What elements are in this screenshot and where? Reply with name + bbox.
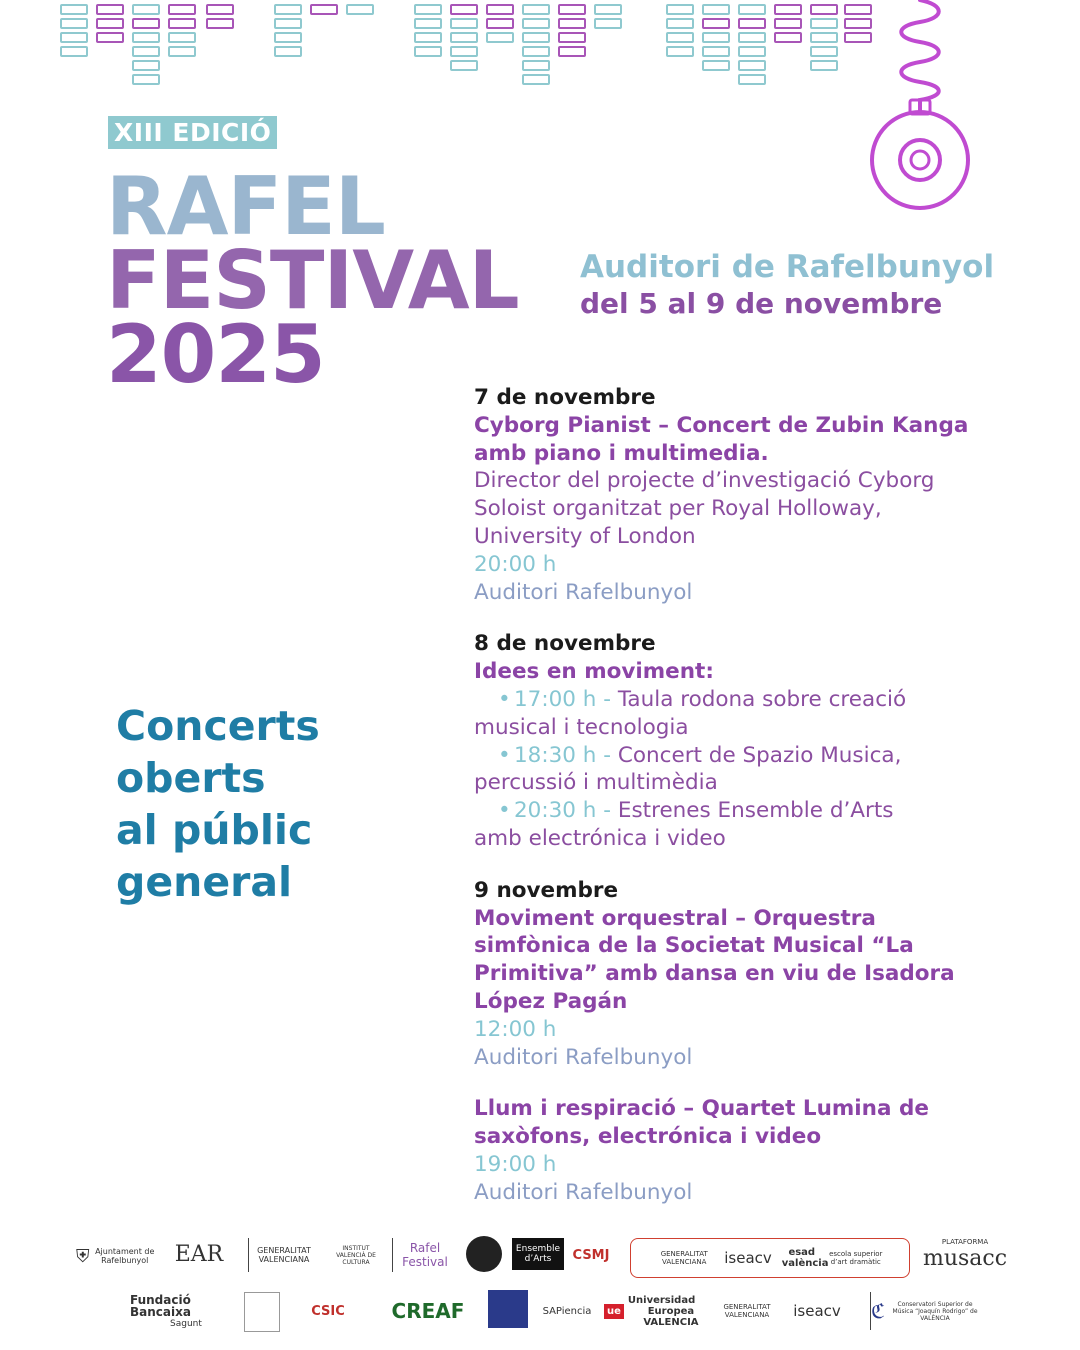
- item-text: Concert de Spazio Musica,: [617, 742, 902, 768]
- piano-key: [450, 32, 478, 43]
- piano-key: [60, 18, 88, 29]
- item-time: 20:30 h -: [514, 798, 612, 824]
- piano-key: [450, 18, 478, 29]
- piano-key: [774, 32, 802, 43]
- piano-key: [738, 4, 766, 15]
- program-day-3-evening: [474, 1095, 994, 1206]
- venue-block: [580, 248, 994, 322]
- piano-key: [206, 4, 234, 15]
- piano-key: [274, 18, 302, 29]
- piano-key: [522, 74, 550, 85]
- piano-key: [60, 4, 88, 15]
- venue-name: Auditori de Rafelbunyol: [580, 249, 995, 285]
- piano-key: [132, 4, 160, 15]
- ensemble-arts-logo: Ensemble d’Arts: [512, 1238, 564, 1270]
- piano-key: [60, 46, 88, 57]
- ivc-logo: INSTITUT VALENCIÀ DE CULTURA: [336, 1244, 376, 1266]
- piano-key: [486, 18, 514, 29]
- item-time: 17:00 h -: [514, 686, 612, 712]
- piano-key: [522, 4, 550, 15]
- piano-key: [666, 46, 694, 57]
- piano-key: [60, 32, 88, 43]
- piano-key: [96, 4, 124, 15]
- creaf-logo: CREAF: [391, 1299, 465, 1323]
- piano-key: [450, 4, 478, 15]
- piano-key: [558, 18, 586, 29]
- list-item: [474, 686, 994, 714]
- piano-key: [274, 4, 302, 15]
- logo-text: PLATAFORMA: [941, 1237, 989, 1246]
- event-description: Director del projecte d’investigació Cyborg Soloist organitzat per Royal Holloway, University of London: [474, 468, 935, 549]
- piano-key-pattern: [60, 0, 870, 105]
- piano-key: [132, 60, 160, 71]
- iseacv-logo: iseacv: [793, 1302, 841, 1320]
- gva-logo-2: GENERALITAT VALENCIANA: [723, 1303, 771, 1319]
- item-time: 18:30 h -: [514, 742, 612, 768]
- piano-key: [774, 18, 802, 29]
- tagline: [116, 700, 320, 908]
- venue-dates: del 5 al 9 de novembre: [580, 287, 943, 320]
- csmj-logo: CSMJ: [572, 1247, 610, 1263]
- piano-key: [486, 4, 514, 15]
- logo-text: Sagunt: [170, 1319, 202, 1329]
- event-time: 19:00 h: [474, 1151, 557, 1177]
- piano-key: [702, 18, 730, 29]
- program-date: 7 de novembre: [474, 385, 656, 410]
- event-time: 20:00 h: [474, 551, 557, 577]
- edition-badge: XIII EDICIÓ: [108, 116, 277, 149]
- list-item: [474, 797, 994, 825]
- piano-key: [810, 46, 838, 57]
- logo-text: escola superior d’art dramàtic: [829, 1250, 883, 1266]
- event-title: Moviment orquestral – Orquestra simfònica de la Societat Musical “La Primitiva” amb dansa en viu de Isadora López Pagán: [474, 905, 955, 1014]
- piano-key: [274, 32, 302, 43]
- fundacio-bancaixa-logo: [130, 1292, 226, 1332]
- primitiva-seal-logo: [466, 1236, 502, 1272]
- event-time: 12:00 h: [474, 1016, 557, 1042]
- piano-key: [96, 32, 124, 43]
- item-text-cont: musical i tecnologia: [474, 714, 689, 740]
- item-text: Estrenes Ensemble d’Arts: [617, 798, 894, 824]
- sapiencia-logo: SAPiencia: [542, 1305, 592, 1317]
- tagline-line: al públic: [116, 806, 313, 854]
- logo-text: iseacv: [724, 1249, 772, 1267]
- piano-key: [702, 4, 730, 15]
- logo-text: musacc: [922, 1245, 1008, 1271]
- piano-key: [666, 32, 694, 43]
- piano-key: [558, 32, 586, 43]
- piano-key: [168, 46, 196, 57]
- piano-key: [666, 4, 694, 15]
- piano-key: [522, 60, 550, 71]
- sponsor-logos: [70, 1228, 1020, 1338]
- piano-key: [414, 18, 442, 29]
- ajuntament-logo: ⛨ Ajuntament de Rafelbunyol: [76, 1245, 155, 1267]
- event-place: Auditori Rafelbunyol: [474, 1179, 693, 1205]
- piano-key: [414, 32, 442, 43]
- logo-text: Universidad: [627, 1294, 696, 1306]
- piano-key: [738, 32, 766, 43]
- event-place: Auditori Rafelbunyol: [474, 1044, 693, 1070]
- piano-key: [810, 18, 838, 29]
- event-place: Auditori Rafelbunyol: [474, 579, 693, 605]
- cide-logo: [244, 1292, 280, 1332]
- piano-key: [774, 4, 802, 15]
- piano-key: [702, 32, 730, 43]
- piano-key: [414, 46, 442, 57]
- title-line-1: RAFEL: [106, 160, 385, 253]
- piano-key: [810, 32, 838, 43]
- program-date: 9 novembre: [474, 877, 619, 903]
- piano-key: [168, 4, 196, 15]
- logo-text: esad valència: [781, 1247, 829, 1269]
- list-item: [474, 742, 994, 770]
- piano-key: [310, 4, 338, 15]
- conservatori-logo: [870, 1292, 981, 1330]
- logo-text: Conservatori Superior de Música “Joaquín Rodrigo” de VALÈNCIA: [892, 1300, 978, 1322]
- piano-key: [450, 60, 478, 71]
- title-line-2: FESTIVAL: [106, 234, 519, 327]
- logo-text: Ajuntament de Rafelbunyol: [95, 1247, 155, 1265]
- tagline-line: general: [116, 858, 293, 906]
- piano-key: [486, 32, 514, 43]
- piano-key: [346, 4, 374, 15]
- piano-key: [96, 18, 124, 29]
- piano-key: [702, 46, 730, 57]
- piano-key: [738, 46, 766, 57]
- piano-key: [168, 32, 196, 43]
- piano-key: [558, 4, 586, 15]
- piano-key: [450, 46, 478, 57]
- item-text-cont: amb electrónica i video: [474, 825, 726, 851]
- piano-key: [738, 18, 766, 29]
- logo-text: GENERALITAT VALENCIANA: [660, 1250, 708, 1266]
- piano-key: [132, 32, 160, 43]
- gva-iseacv-esad-logo: [630, 1238, 910, 1278]
- vinyl-cable-graphic: [860, 0, 980, 215]
- piano-key: [522, 46, 550, 57]
- piano-key: [522, 32, 550, 43]
- tagline-line: oberts: [116, 754, 266, 802]
- piano-key: [594, 4, 622, 15]
- ue-icon: ue: [604, 1304, 624, 1319]
- event-title: Llum i respiració – Quartet Lumina de saxòfons, electrónica i video: [474, 1096, 929, 1150]
- piano-key: [702, 60, 730, 71]
- piano-key: [738, 60, 766, 71]
- piano-key: [810, 4, 838, 15]
- program-day-2: [474, 630, 994, 852]
- program-day-3: [474, 877, 994, 1072]
- piano-key: [132, 74, 160, 85]
- item-text-cont: percussió i multimèdia: [474, 770, 718, 796]
- musacc-logo: [920, 1232, 1010, 1276]
- program-date: 8 de novembre: [474, 631, 656, 657]
- gva-logo: GENERALITAT VALENCIANA: [248, 1238, 319, 1272]
- piano-key: [206, 18, 234, 29]
- piano-key: [594, 18, 622, 29]
- piano-key: [274, 46, 302, 57]
- festival-title: [106, 160, 519, 401]
- iturbi-logo: [488, 1290, 528, 1328]
- rafel-festival-logo: Rafel Festival: [392, 1238, 457, 1272]
- piano-key: [666, 18, 694, 29]
- ear-logo: EAR: [174, 1241, 224, 1267]
- event-title: Idees en moviment:: [474, 659, 714, 685]
- piano-key: [810, 60, 838, 71]
- program: [474, 384, 994, 1231]
- item-text: Taula rodona sobre creació: [617, 686, 907, 712]
- logo-text: Europea VALENCIA: [643, 1305, 699, 1328]
- piano-key: [738, 74, 766, 85]
- piano-key: [522, 18, 550, 29]
- piano-key: [168, 18, 196, 29]
- logo-text: Bancaixa: [130, 1305, 191, 1319]
- tagline-line: Concerts: [116, 702, 320, 750]
- event-title: Cyborg Pianist – Concert de Zubin Kanga amb piano i multimedia.: [474, 412, 969, 466]
- piano-key: [558, 46, 586, 57]
- piano-key: [414, 4, 442, 15]
- csic-logo: CSIC: [311, 1303, 345, 1319]
- logo-text: Fundació: [130, 1293, 191, 1307]
- cs-icon: ℭ: [871, 1299, 886, 1323]
- piano-key: [132, 18, 160, 29]
- universidad-europea-logo: [604, 1294, 714, 1328]
- title-line-3: 2025: [106, 308, 325, 401]
- program-day-1: [474, 384, 994, 606]
- piano-key: [132, 46, 160, 57]
